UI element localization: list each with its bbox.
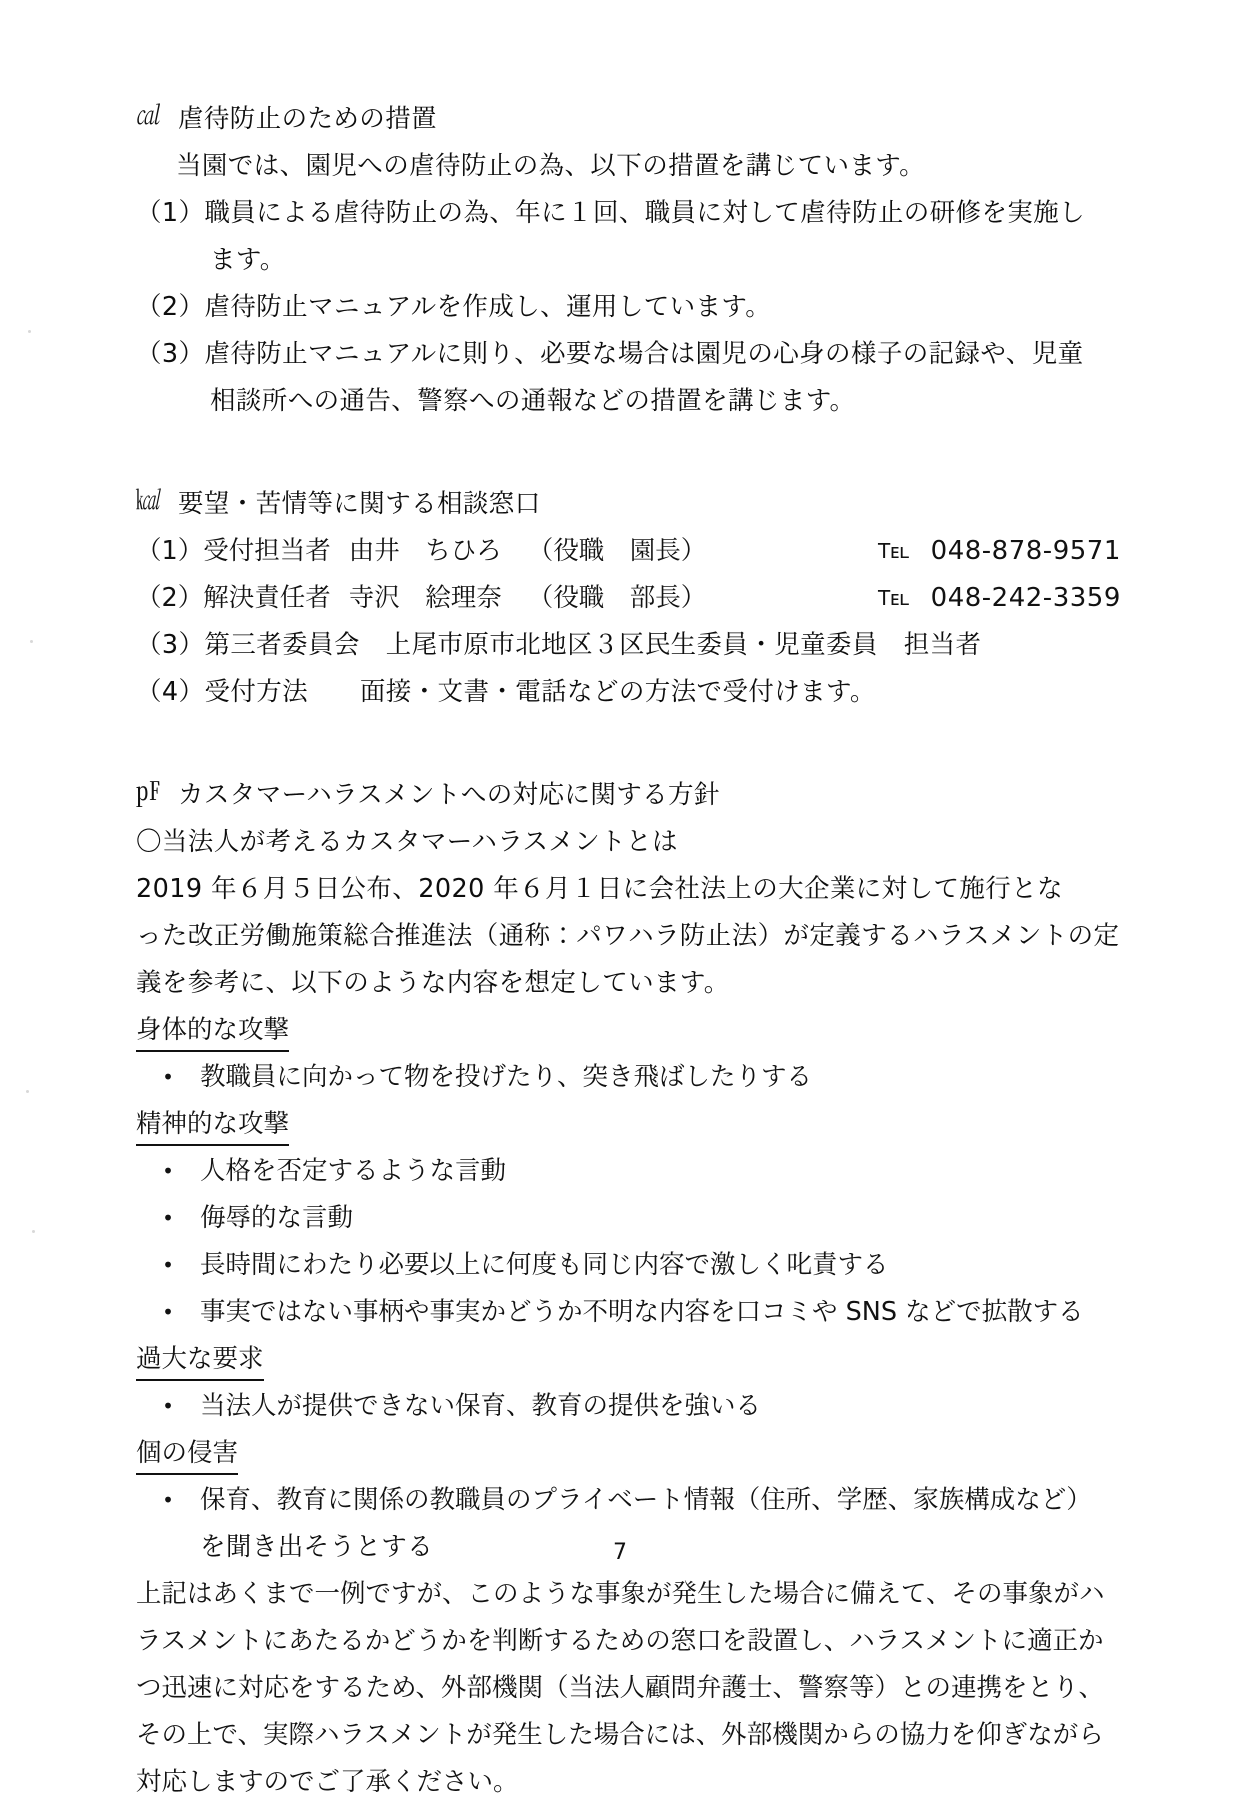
item-text: 職員による虐待防止の為、年に１回、職員に対して虐待防止の研修を実施し — [204, 198, 1086, 228]
section-26-heading: カスタマーハラスメントへの対応に関する方針 — [178, 780, 720, 810]
category-4-bullet-1 — [136, 1477, 1092, 1524]
section-24-intro: 当園では、園児への虐待防止の為、以下の措置を講じています。 — [176, 151, 926, 181]
category-1-bullet-1 — [136, 1054, 1036, 1101]
bullet-icon: • — [162, 1253, 174, 1277]
closing-line-3: つ迅速に対応をするため、外部機関（当法人顧問弁護士、警察等）との連携をとり、 — [136, 1673, 1104, 1703]
contact-3-marker: （3） — [136, 630, 205, 660]
section-25-marker: ㎉ — [136, 486, 162, 515]
section-24-item-1-line-1 — [136, 190, 1086, 237]
category-1-heading: 身体的な攻撃 — [136, 1011, 289, 1052]
section-24-item-1-line-2: ます。 — [210, 245, 286, 275]
contact-3-text: 第三者委員会 上尾市原市北地区３区民生委員・児童委員 担当者 — [204, 630, 982, 660]
item-marker: （3） — [136, 339, 205, 369]
closing-line-2: ラスメントにあたるかどうかを判断するための窓口を設置し、ハラスメントに適正か — [136, 1626, 1104, 1656]
section-26-intro-line-1: 2019 年６月５日公布、2020 年６月１日に会社法上の大企業に対して施行とな — [136, 874, 1064, 904]
category-3-bullet-1 — [136, 1383, 1036, 1430]
section-24-item-3-line-1 — [136, 331, 1084, 378]
category-1-heading-row — [136, 1007, 1036, 1054]
bullet-icon: • — [162, 1300, 174, 1324]
section-25-heading-row — [136, 481, 1036, 528]
section-24-heading-row — [136, 96, 1036, 143]
closing-line-4: その上で、実際ハラスメントが発生した場合には、外部機関からの協力を仰ぎながら — [136, 1720, 1104, 1750]
category-4-heading-row — [136, 1430, 1036, 1477]
section-24-item-2-line-1 — [136, 284, 1036, 331]
contact-1-tel — [878, 528, 1121, 575]
bullet-text: 長時間にわたり必要以上に何度も同じ内容で激しく叱責する — [200, 1250, 889, 1280]
bullet-text: 事実ではない事柄や事実かどうか不明な内容を口コミや SNS などで拡散する — [200, 1297, 1084, 1327]
bullet-text: 人格を否定するような言動 — [200, 1156, 507, 1186]
item-marker: （2） — [136, 292, 205, 322]
item-marker: （1） — [136, 198, 205, 228]
contact-row-1 — [136, 528, 1121, 575]
contact-row-3 — [136, 622, 1036, 669]
closing-line-1: 上記はあくまで一例ですが、このような事象が発生した場合に備えて、その事象がハ — [136, 1579, 1105, 1609]
closing-line-5: 対応しますのでご了承ください。 — [136, 1767, 519, 1797]
tel-icon: Tᴇʟ — [878, 586, 909, 610]
category-3-heading: 過大な要求 — [136, 1340, 264, 1381]
section-26-intro-line-2: った改正労働施策総合推進法（通称：パワハラ防止法）が定義するハラスメントの定 — [136, 921, 1120, 951]
bullet-icon: • — [162, 1394, 174, 1418]
contact-2-role: 解決責任者 — [203, 583, 331, 613]
contact-4-text: 受付方法 面接・文書・電話などの方法で受付けます。 — [204, 677, 876, 707]
contact-1-tel-number: 048-878-9571 — [930, 536, 1121, 566]
contact-row-2-wrap — [136, 575, 1121, 622]
contact-2-tel — [878, 575, 1121, 622]
contact-2-marker: （2） — [136, 583, 204, 613]
bullet-icon: • — [162, 1159, 174, 1183]
scan-speck — [28, 330, 31, 333]
section-26-marker: ㎊ — [136, 777, 162, 806]
section-24-item-3-line-2: 相談所への通告、警察への通報などの措置を講じます。 — [210, 386, 856, 416]
contact-1-title: （役職 園長） — [527, 536, 707, 566]
section-gap — [136, 716, 1036, 772]
scan-speck — [26, 1090, 29, 1093]
category-4-heading: 個の侵害 — [136, 1434, 238, 1475]
section-26-heading-row — [136, 772, 1036, 819]
scan-speck — [32, 1230, 35, 1233]
category-2-heading: 精神的な攻撃 — [136, 1105, 289, 1146]
section-24-heading: 虐待防止のための措置 — [178, 104, 438, 134]
section-26-intro-line-3: 義を参考に、以下のような内容を想定しています。 — [136, 968, 730, 998]
bullet-icon: • — [162, 1488, 174, 1512]
category-2-bullet-4 — [136, 1289, 1084, 1336]
category-2-bullet-2 — [136, 1195, 1036, 1242]
item-text: 虐待防止マニュアルに則り、必要な場合は園児の心身の様子の記録や、児童 — [204, 339, 1084, 369]
category-2-bullet-3 — [136, 1242, 1036, 1289]
section-25-heading: 要望・苦情等に関する相談窓口 — [178, 489, 541, 519]
contact-1-role: 受付担当者 — [203, 536, 331, 566]
contact-2-title: （役職 部長） — [527, 583, 707, 613]
contact-4-marker: （4） — [136, 677, 205, 707]
page-number: 7 — [613, 1540, 627, 1565]
category-3-heading-row — [136, 1336, 1036, 1383]
category-2-heading-row — [136, 1101, 1036, 1148]
scan-speck — [30, 640, 33, 643]
section-26-subheading: 〇当法人が考えるカスタマーハラスメントとは — [136, 827, 678, 857]
category-4-bullet-1-cont: を聞き出そうとする — [200, 1532, 434, 1562]
tel-icon: Tᴇʟ — [878, 539, 909, 563]
bullet-icon: • — [162, 1206, 174, 1230]
contact-1-name: 由井 ちひろ — [348, 536, 502, 566]
bullet-text: 教職員に向かって物を投げたり、突き飛ばしたりする — [200, 1062, 813, 1092]
contact-row-2 — [136, 575, 1121, 622]
bullet-text: 当法人が提供できない保育、教育の提供を強いる — [200, 1391, 762, 1421]
section-24-marker: ㎈ — [136, 101, 162, 130]
bullet-text: 侮辱的な言動 — [200, 1203, 354, 1233]
contact-row-1-wrap — [136, 528, 1121, 575]
section-gap — [136, 425, 1036, 481]
item-text: 虐待防止マニュアルを作成し、運用しています。 — [204, 292, 772, 322]
category-2-bullet-1 — [136, 1148, 1036, 1195]
contact-2-name: 寺沢 絵理奈 — [348, 583, 502, 613]
bullet-text: 保育、教育に関係の教職員のプライベート情報（住所、学歴、家族構成など） — [200, 1485, 1092, 1515]
contact-1-marker: （1） — [136, 536, 204, 566]
contact-2-tel-number: 048-242-3359 — [930, 583, 1121, 613]
contact-row-4 — [136, 669, 1036, 716]
bullet-icon: • — [162, 1065, 174, 1089]
